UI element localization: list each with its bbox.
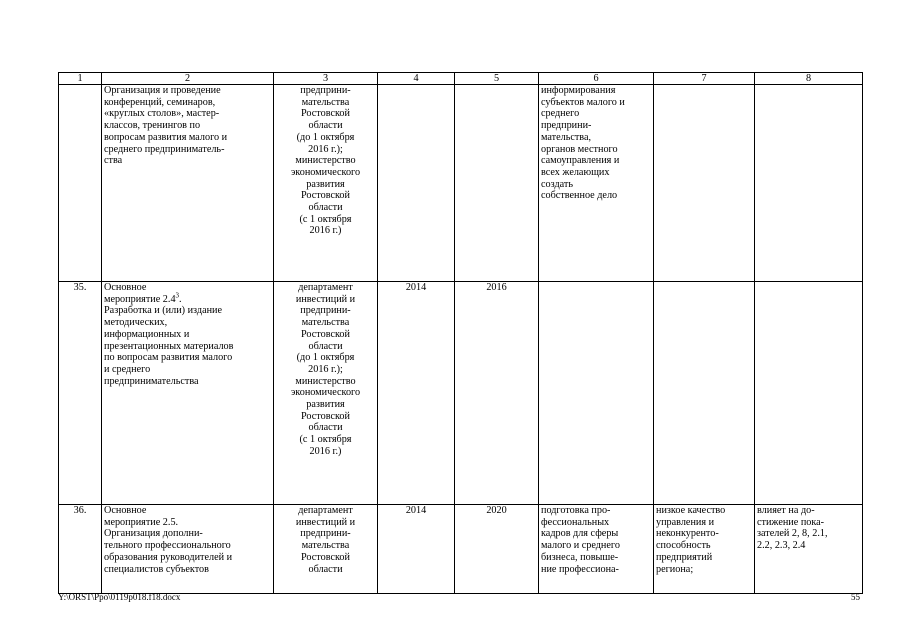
consequence-cell [654, 85, 755, 282]
measure-name-cell [102, 505, 274, 594]
indicator-link-cell [755, 85, 863, 282]
cell-text-line: Ростовской [301, 328, 350, 340]
cell-text-line: самоуправления и [541, 155, 620, 167]
cell-text-line: влияет на до- [757, 505, 815, 516]
cell-text-line: собственное дело [541, 190, 618, 202]
cell-text-line: стижение пока- [757, 516, 825, 528]
cell-text-line: мательства [301, 96, 350, 108]
cell-text-line: фессиональных [541, 516, 610, 528]
cell-text-line: развития [306, 399, 345, 411]
cell-lines [276, 282, 375, 458]
cell-text-line: мероприятие 2.5. [104, 516, 179, 528]
cell-text-line: мательства [301, 540, 350, 552]
cell-text-line: мательства [301, 317, 350, 329]
cell-lines [757, 505, 860, 552]
cell-text-line: предприни- [300, 528, 351, 540]
cell-text-line: подготовка про- [541, 505, 611, 516]
cell-text-line: области [308, 340, 343, 352]
column-header: 6 [539, 73, 654, 85]
cell-text-line: зателей 2, 8, 2.1, [757, 528, 828, 540]
cell-text-line: Ростовской [301, 108, 350, 120]
cell-text-line: всех желающих [541, 166, 610, 178]
cell-text-line: тельного профессионального [104, 540, 231, 552]
cell-text-line: классов, тренингов по [104, 120, 201, 132]
cell-text-line: 2016 г.) [309, 225, 342, 237]
cell-text-line: и среднего [104, 363, 151, 375]
cell-text-line: среднего предприниматель- [104, 143, 225, 155]
indicator-link-cell [755, 505, 863, 594]
cell-text-line: предприни- [300, 305, 351, 317]
cell-text-line: развития [306, 178, 345, 190]
cell-text-line: Ростовской [301, 190, 350, 202]
cell-text-line: конференций, семинаров, [104, 96, 216, 108]
cell-text-line: (до 1 октября [296, 352, 355, 364]
cell-text-line: специалистов субъектов [104, 563, 209, 575]
cell-text-line: ние профессиона- [541, 563, 619, 575]
cell-text-line: Разработка и (или) издание [104, 305, 223, 317]
cell-text-line: экономического [290, 387, 361, 399]
measure-name-cell [102, 85, 274, 282]
column-header: 1 [59, 73, 102, 85]
cell-text-line: департамент [298, 282, 353, 293]
cell-text-line: Ростовской [301, 551, 350, 563]
cell-text-line: 2.2, 2.3, 2.4 [757, 540, 806, 552]
end-year-cell: 2016 [455, 282, 539, 505]
column-header: 3 [274, 73, 378, 85]
cell-text-line: 2016 г.); [308, 143, 343, 155]
executor-cell [274, 505, 378, 594]
cell-text-line: региона; [656, 563, 694, 575]
cell-text-line: области [308, 120, 343, 132]
expected-result-cell [539, 85, 654, 282]
cell-text-line: экономического [290, 166, 361, 178]
cell-text-line: малого и среднего [541, 540, 620, 552]
cell-text-line: Организация и проведение [104, 85, 221, 96]
executor-cell [274, 85, 378, 282]
cell-lines [104, 305, 271, 387]
expected-result-cell [539, 282, 654, 505]
cell-text-line: среднего [541, 108, 580, 120]
consequence-cell [654, 505, 755, 594]
cell-lines [656, 505, 752, 575]
cell-text-line: способность [656, 540, 711, 552]
footer-file-path: Y:\ORST\Ppo\0119p018.f18.docx [58, 592, 181, 602]
executor-cell [274, 282, 378, 505]
table-row [59, 85, 863, 282]
cell-text-line: предприни- [541, 120, 592, 132]
cell-text-line: информационных и [104, 328, 190, 340]
cell-text-line: министерство [295, 375, 356, 387]
cell-lines [541, 85, 651, 202]
cell-text-line: (с 1 октября [299, 213, 352, 225]
cell-lines [276, 505, 375, 575]
cell-text-line: бизнеса, повыше- [541, 551, 619, 563]
cell-text-line: управления и [656, 516, 715, 528]
consequence-cell [654, 282, 755, 505]
end-year-cell: 2020 [455, 505, 539, 594]
cell-text-line: субъектов малого и [541, 96, 625, 108]
column-header: 4 [378, 73, 455, 85]
measure-label: Основное [104, 282, 147, 293]
cell-text-line: создать [541, 178, 573, 190]
cell-text-line: 2016 г.); [308, 363, 343, 375]
column-header: 8 [755, 73, 863, 85]
cell-text-line: образования руководителей и [104, 551, 233, 563]
measure-number: мероприятие $2.4^3$. [104, 291, 182, 305]
expected-result-cell [539, 505, 654, 594]
cell-lines [104, 85, 271, 167]
cell-text-line: информирования [541, 85, 616, 96]
cell-text-line: кадров для сферы [541, 528, 619, 540]
cell-text-line: вопросам развития малого и [104, 131, 228, 143]
indicator-link-cell [755, 282, 863, 505]
footnote-mark: 3 [175, 291, 180, 300]
cell-text-line: презентационных материалов [104, 340, 234, 352]
cell-lines [104, 505, 271, 575]
cell-text-line: министерство [295, 155, 356, 167]
header-row [59, 73, 863, 85]
end-year-cell [455, 85, 539, 282]
column-header: 5 [455, 73, 539, 85]
cell-text-line: предприни- [300, 85, 351, 96]
cell-text-line: предпринимательства [104, 375, 199, 387]
cell-text-line: Основное [104, 505, 147, 516]
table-row [59, 282, 863, 505]
cell-text-line: органов местного [541, 143, 618, 155]
cell-text-line: инвестиций и [295, 293, 356, 305]
row-number-cell [59, 85, 102, 282]
cell-text-line: методических, [104, 317, 168, 329]
cell-text-line: области [308, 563, 343, 575]
start-year-cell [378, 85, 455, 282]
cell-text-line: ства [104, 155, 123, 167]
cell-text-line: области [308, 422, 343, 434]
cell-text-line: по вопросам развития малого [104, 352, 233, 364]
cell-text-line: мательства, [541, 131, 592, 143]
cell-text-line: области [308, 202, 343, 214]
cell-text-line: «круглых столов», мастер- [104, 108, 220, 120]
cell-text-line: неконкуренто- [656, 528, 719, 540]
cell-text-line: низкое качество [656, 505, 726, 516]
measure-name-cell [102, 282, 274, 505]
cell-text-line: Организация дополни- [104, 528, 203, 540]
cell-text-line: (с 1 октября [299, 434, 352, 446]
cell-lines [276, 85, 375, 237]
row-number-cell: 35. [59, 282, 102, 505]
start-year-cell: 2014 [378, 282, 455, 505]
cell-text-line: 2016 г.) [309, 445, 342, 457]
cell-text-line: инвестиций и [295, 516, 356, 528]
page-number: 55 [851, 592, 860, 602]
cell-lines [541, 505, 651, 575]
cell-text-line: департамент [298, 505, 353, 516]
cell-text-line: предприятий [656, 551, 713, 563]
document-table [58, 72, 863, 594]
column-header: 2 [102, 73, 274, 85]
row-number-cell: 36. [59, 505, 102, 594]
start-year-cell: 2014 [378, 505, 455, 594]
column-header: 7 [654, 73, 755, 85]
cell-text-line: Ростовской [301, 410, 350, 422]
table-row [59, 505, 863, 594]
cell-text-line: (до 1 октября [296, 131, 355, 143]
